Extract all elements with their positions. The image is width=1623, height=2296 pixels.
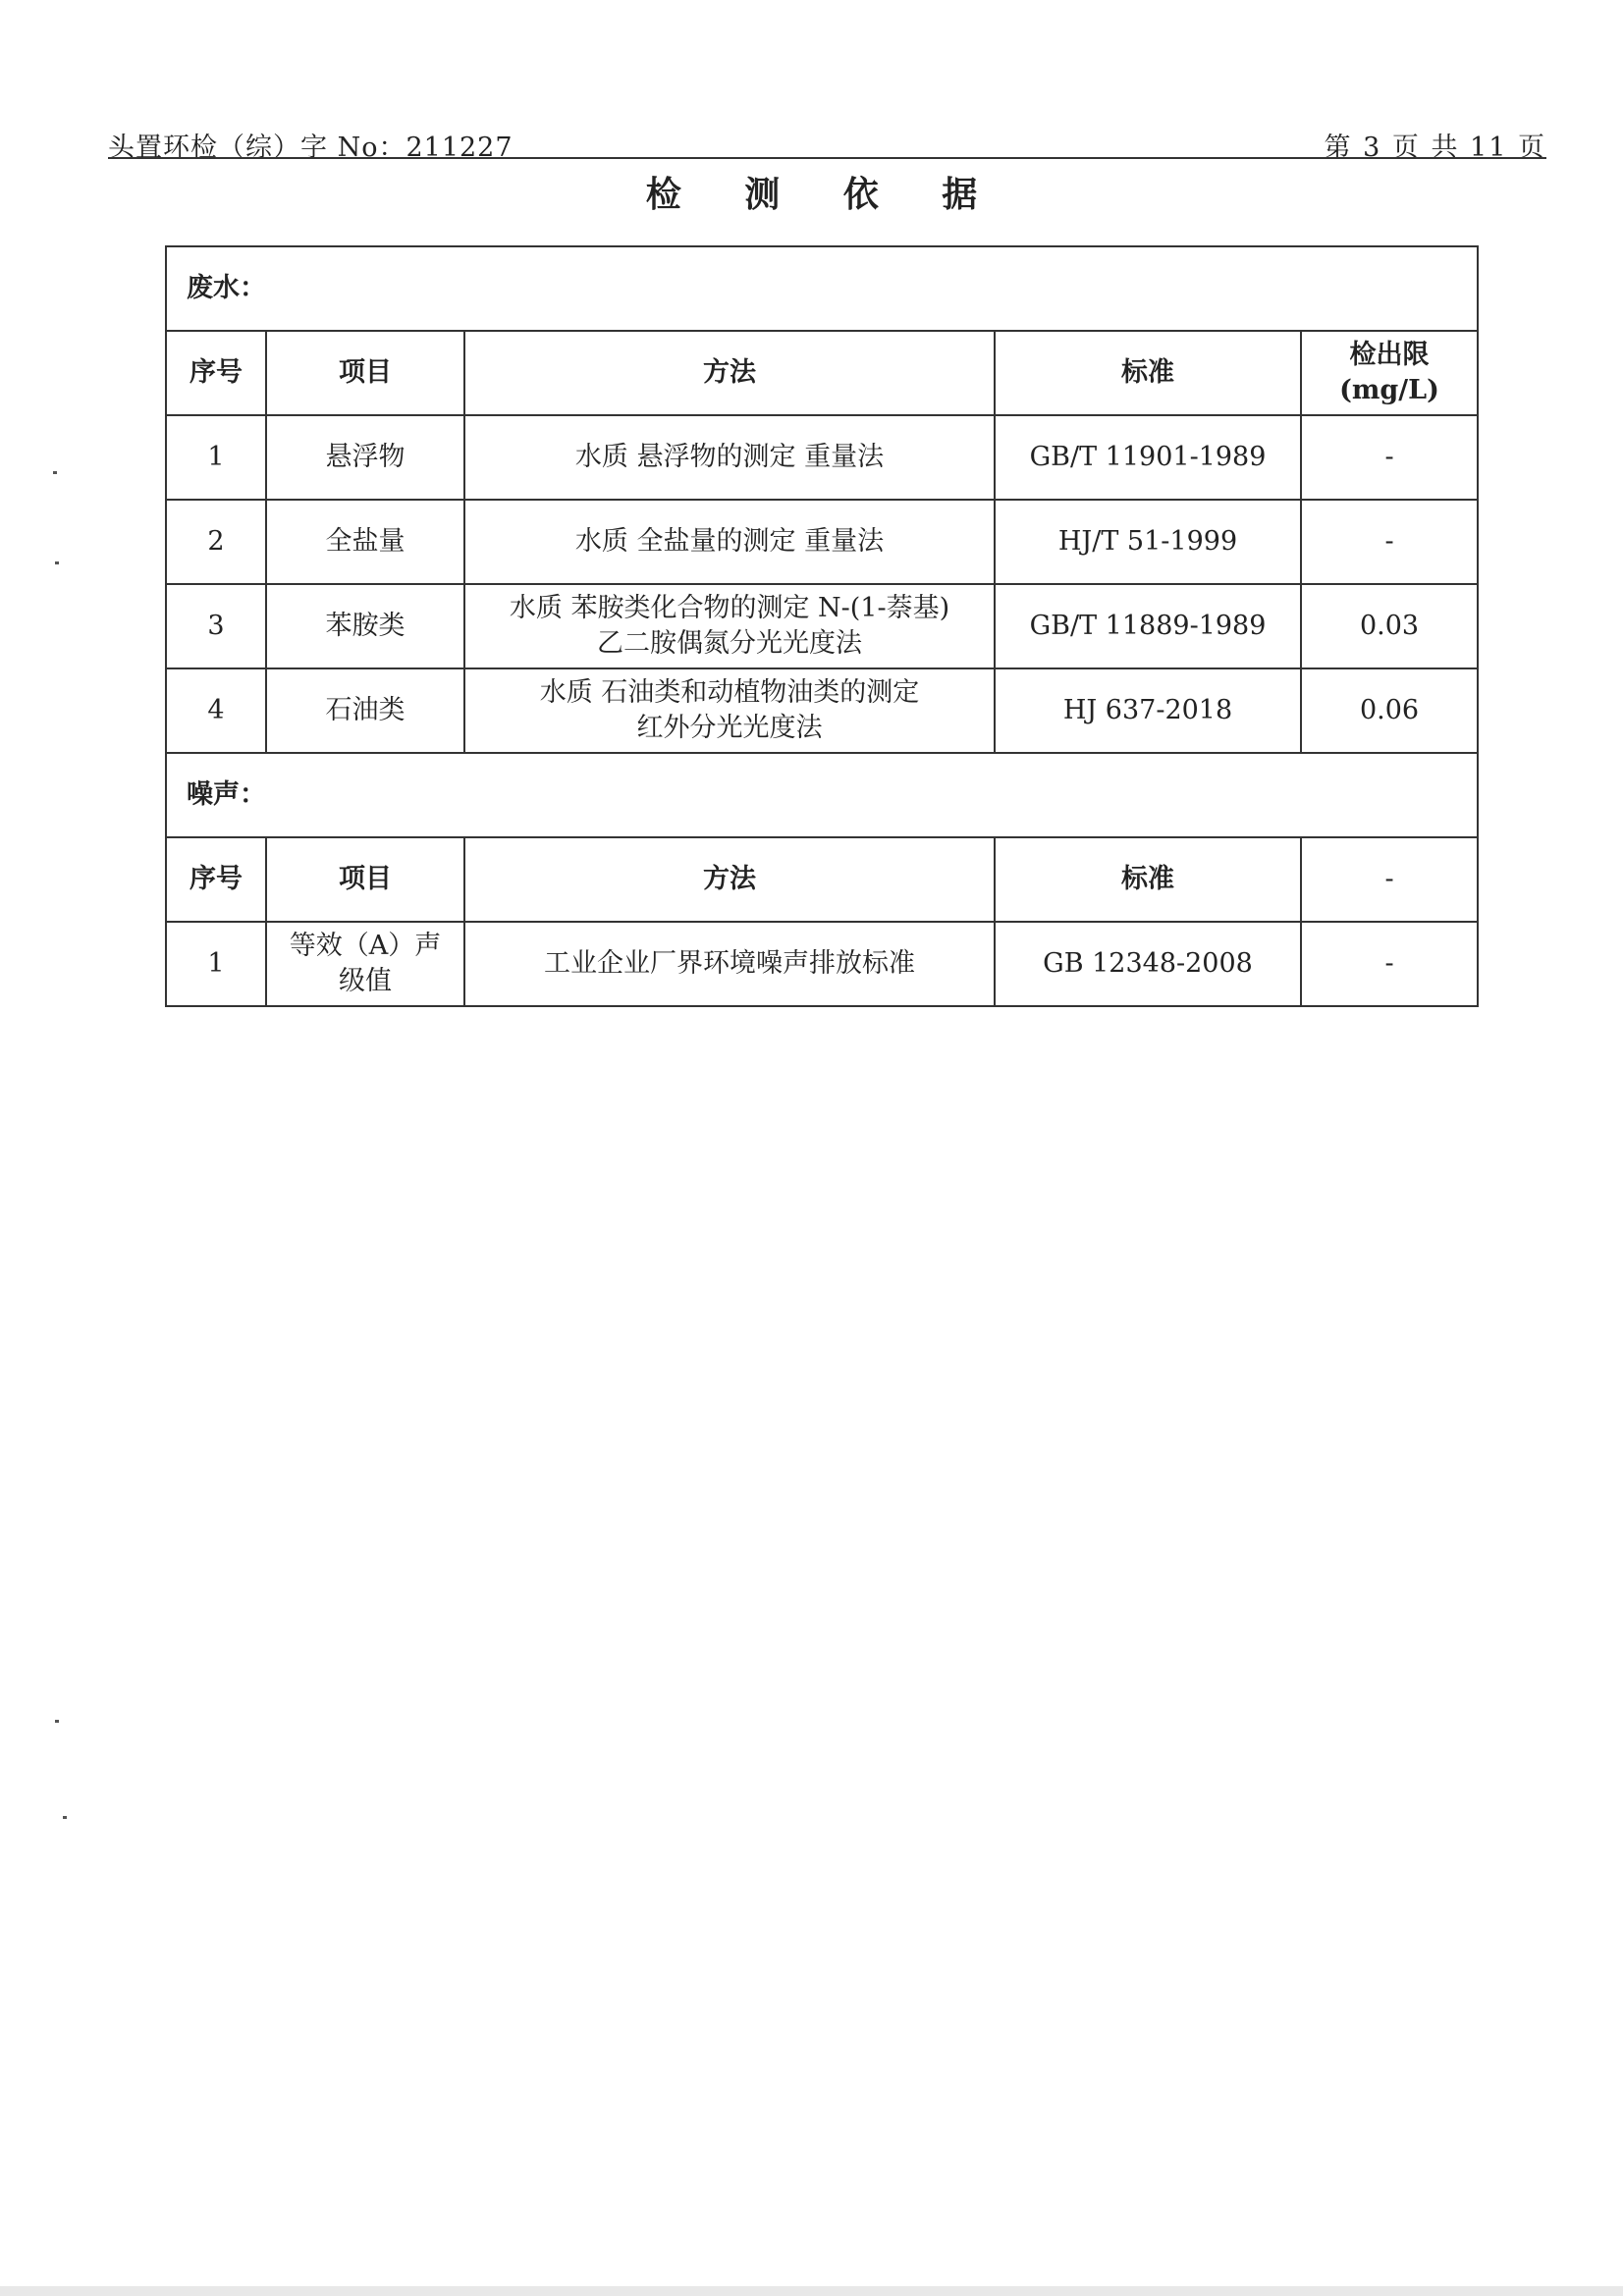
row-method: [464, 668, 995, 753]
row-seq: 1: [166, 922, 266, 1006]
method-line-2: 红外分光光度法: [636, 713, 823, 743]
row-item: 全盐量: [266, 500, 464, 584]
row-seq: 1: [166, 415, 266, 500]
col-header-method: 方法: [464, 837, 995, 922]
method-line-1: 水质 苯胺类化合物的测定 N-(1-萘基): [509, 592, 950, 623]
row-standard: GB/T 11889-1989: [995, 584, 1301, 668]
col-header-seq: 序号: [166, 837, 266, 922]
table-row: [166, 500, 1478, 584]
scan-speck: [53, 471, 57, 474]
row-method: 工业企业厂界环境噪声排放标准: [464, 922, 995, 1006]
scan-speck: [55, 561, 59, 564]
wastewater-section-label: 废水：: [166, 246, 1478, 331]
testing-basis-table: [165, 245, 1479, 1007]
row-limit: -: [1301, 922, 1478, 1006]
row-seq: 4: [166, 668, 266, 753]
page-indicator: 第 3 页 共 11 页: [1324, 133, 1546, 163]
row-standard: HJ 637-2018: [995, 668, 1301, 753]
row-limit: -: [1301, 415, 1478, 500]
method-line-1: 水质 石油类和动植物油类的测定: [539, 676, 920, 708]
scan-edge: [0, 2286, 1623, 2296]
limit-unit: (mg/L): [1339, 375, 1439, 405]
method-line-2: 乙二胺偶氮分光光度法: [597, 628, 862, 659]
row-seq: 2: [166, 500, 266, 584]
row-item: 苯胺类: [266, 584, 464, 668]
col-header-standard: 标准: [995, 331, 1301, 415]
item-line-2: 级值: [339, 966, 392, 996]
col-header-item: 项目: [266, 331, 464, 415]
table-row: [166, 415, 1478, 500]
noise-section-row: [166, 753, 1478, 837]
col-header-limit: -: [1301, 837, 1478, 922]
header-divider: [108, 157, 1546, 159]
noise-section-label: 噪声：: [166, 753, 1478, 837]
row-method: 水质 全盐量的测定 重量法: [464, 500, 995, 584]
limit-label: 检出限: [1349, 339, 1430, 370]
wastewater-header-row: [166, 331, 1478, 415]
row-limit: -: [1301, 500, 1478, 584]
col-header-standard: 标准: [995, 837, 1301, 922]
row-item: 石油类: [266, 668, 464, 753]
table-row: [166, 922, 1478, 1006]
col-header-limit: [1301, 331, 1478, 415]
table-row: [166, 584, 1478, 668]
page-title: 检 测 依 据: [645, 174, 1003, 215]
col-header-item: 项目: [266, 837, 464, 922]
report-number: 头置环检（综）字 No：211227: [108, 133, 514, 163]
row-method: [464, 584, 995, 668]
row-limit: 0.06: [1301, 668, 1478, 753]
item-line-1: 等效（A）声: [289, 930, 442, 961]
noise-header-row: [166, 837, 1478, 922]
col-header-seq: 序号: [166, 331, 266, 415]
col-header-method: 方法: [464, 331, 995, 415]
wastewater-section-row: [166, 246, 1478, 331]
row-item: [266, 922, 464, 1006]
table-row: [166, 668, 1478, 753]
scan-speck: [55, 1720, 59, 1723]
scan-speck: [63, 1816, 67, 1819]
row-item: 悬浮物: [266, 415, 464, 500]
row-seq: 3: [166, 584, 266, 668]
row-standard: HJ/T 51-1999: [995, 500, 1301, 584]
row-standard: GB/T 11901-1989: [995, 415, 1301, 500]
row-standard: GB 12348-2008: [995, 922, 1301, 1006]
row-method: 水质 悬浮物的测定 重量法: [464, 415, 995, 500]
row-limit: 0.03: [1301, 584, 1478, 668]
